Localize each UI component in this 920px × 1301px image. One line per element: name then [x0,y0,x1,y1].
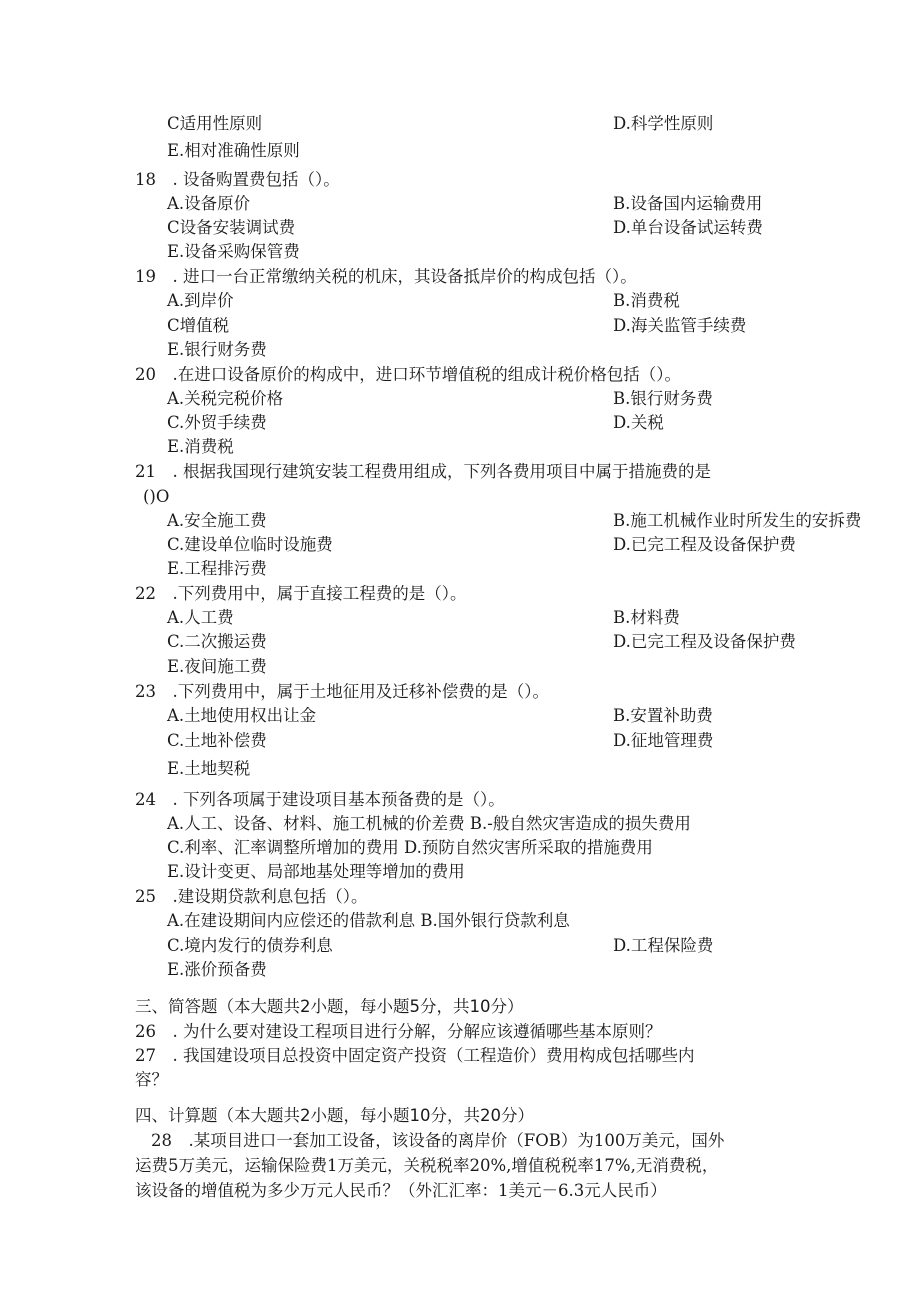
option-text: E.土地契税 [167,759,251,778]
question-21-continuation [143,487,169,507]
option-cd-line [167,936,714,956]
question-text: 运费5万美元，运输保险费1万美元，关税税率20%,增值税税率17%,无消费税， [135,1156,719,1175]
option-c-line [167,114,714,134]
option-text: E.设计变更、局部地基处理等增加的费用 [167,862,465,881]
question-text: 24 . 下列各项属于建设项目基本预备费的是（）。 [135,790,505,809]
option-text: E.夜间施工费 [167,657,267,676]
option-text: B.消费税 [613,291,680,310]
option-text: A.人工、设备、材料、施工机械的价差费 B.-般自然灾害造成的损失费用 [167,814,691,833]
option-text: A.设备原价 [167,194,251,213]
option-text: B.施工机械作业时所发生的安拆费 [613,511,862,530]
question-28-line-3 [135,1181,667,1201]
section-heading-short-answer [135,997,524,1017]
option-text: D.科学性原则 [613,114,714,133]
option-line [167,814,691,834]
option-text: C适用性原则 [167,114,263,133]
option-text: B.设备国内运输费用 [613,194,763,213]
option-text: D.海关监管手续费 [613,316,747,335]
question-25 [135,887,368,907]
option-text: B.银行财务费 [613,389,713,408]
option-text: E.工程排污费 [167,559,267,578]
option-text: D.已完工程及设备保护费 [613,632,796,651]
question-19 [135,267,637,287]
question-text: 22 .下列费用中，属于直接工程费的是（）。 [135,584,467,603]
option-cd-line [167,413,664,433]
question-text: 19 . 进口一台正常缴纳关税的机床，其设备抵岸价的构成包括（）。 [135,267,637,286]
question-28 [151,1131,724,1151]
option-text: B.材料费 [613,608,680,627]
option-ab-line [167,291,680,311]
option-text: A.土地使用权出让金 [167,706,317,725]
question-text: 27 . 我国建设项目总投资中固定资产投资（工程造价）费用构成包括哪些内 [135,1046,695,1065]
option-text: D.征地管理费 [613,731,714,750]
option-text: D.已完工程及设备保护费 [613,535,796,554]
option-e-line [167,862,465,882]
option-text: D.单台设备试运转费 [613,218,763,237]
option-cd-line [167,731,714,751]
option-cd-line [167,632,796,652]
option-e-line [167,759,250,779]
option-e-line [167,559,267,579]
question-text: 18 . 设备购置费包括（）。 [135,170,340,189]
option-text: C增值税 [167,316,230,335]
question-text: ()O [143,487,170,506]
option-e-line [167,657,267,677]
question-27-continuation [135,1070,168,1090]
question-23 [135,682,549,702]
option-ab-line [167,194,763,214]
option-text: A.到岸价 [167,291,234,310]
section-title: 三、简答题（本大题共2小题，每小题5分，共10分） [135,997,524,1016]
question-text: 该设备的增值税为多少万元人民币？（外汇汇率：1美元－6.3元人民币） [135,1181,667,1200]
option-e-line [167,437,234,457]
question-text: 26 . 为什么要对建设工程项目进行分解，分解应该遵循哪些基本原则？ [135,1022,662,1041]
option-e-line [167,960,267,980]
option-text: A.关税完税价格 [167,389,284,408]
option-text: E.涨价预备费 [167,960,267,979]
option-text: C.利率、汇率调整所增加的费用 D.预防自然灾害所采取的措施费用 [167,838,653,857]
option-text: D.工程保险费 [613,936,714,955]
option-text: E.相对准确性原则 [167,141,300,160]
option-text: C.外贸手续费 [167,413,267,432]
option-cd-line [167,535,796,555]
question-28-line-2 [135,1156,718,1176]
option-text: C.二次搬运费 [167,632,267,651]
question-text: 21 . 根据我国现行建筑安装工程费用组成，下列各费用项目中属于措施费的是 [135,462,711,481]
option-text: C.土地补偿费 [167,731,267,750]
option-line [167,911,570,931]
question-22 [135,584,467,604]
option-text: E.消费税 [167,437,234,456]
question-21 [135,462,711,482]
option-line [167,838,653,858]
question-27 [135,1046,695,1066]
section-title: 四、计算题（本大题共2小题，每小题10分，共20分） [135,1106,534,1125]
option-e-line [167,141,300,161]
option-cd-line [167,316,747,336]
question-24 [135,790,505,810]
question-text: 23 .下列费用中，属于土地征用及迁移补偿费的是（）。 [135,682,549,701]
option-e-line [167,242,300,262]
section-heading-calculation [135,1106,534,1126]
question-text: 28 .某项目进口一套加工设备，该设备的离岸价（FOB）为100万美元，国外 [151,1131,725,1150]
option-cd-line [167,218,763,238]
question-text: 容？ [135,1070,168,1089]
option-text: A.安全施工费 [167,511,267,530]
option-text: A.人工费 [167,608,234,627]
question-26 [135,1022,662,1042]
option-ab-line [167,389,713,409]
option-e-line [167,340,267,360]
option-text: A.在建设期间内应偿还的借款利息 B.国外银行贷款利息 [167,911,570,930]
question-text: 25 .建设期贷款利息包括（）。 [135,887,368,906]
option-text: B.安置补助费 [613,706,713,725]
option-text: C.境内发行的债券利息 [167,936,333,955]
option-ab-line [167,706,713,726]
option-text: C.建设单位临时设施费 [167,535,333,554]
question-text: 20 .在进口设备原价的构成中，进口环节增值税的组成计税价格包括（）。 [135,365,681,384]
question-18 [135,170,340,190]
option-ab-line [167,511,862,531]
option-ab-line [167,608,680,628]
question-20 [135,365,681,385]
option-text: D.关税 [613,413,664,432]
option-text: C设备安装调试费 [167,218,296,237]
option-text: E.设备采购保管费 [167,242,300,261]
option-text: E.银行财务费 [167,340,267,359]
